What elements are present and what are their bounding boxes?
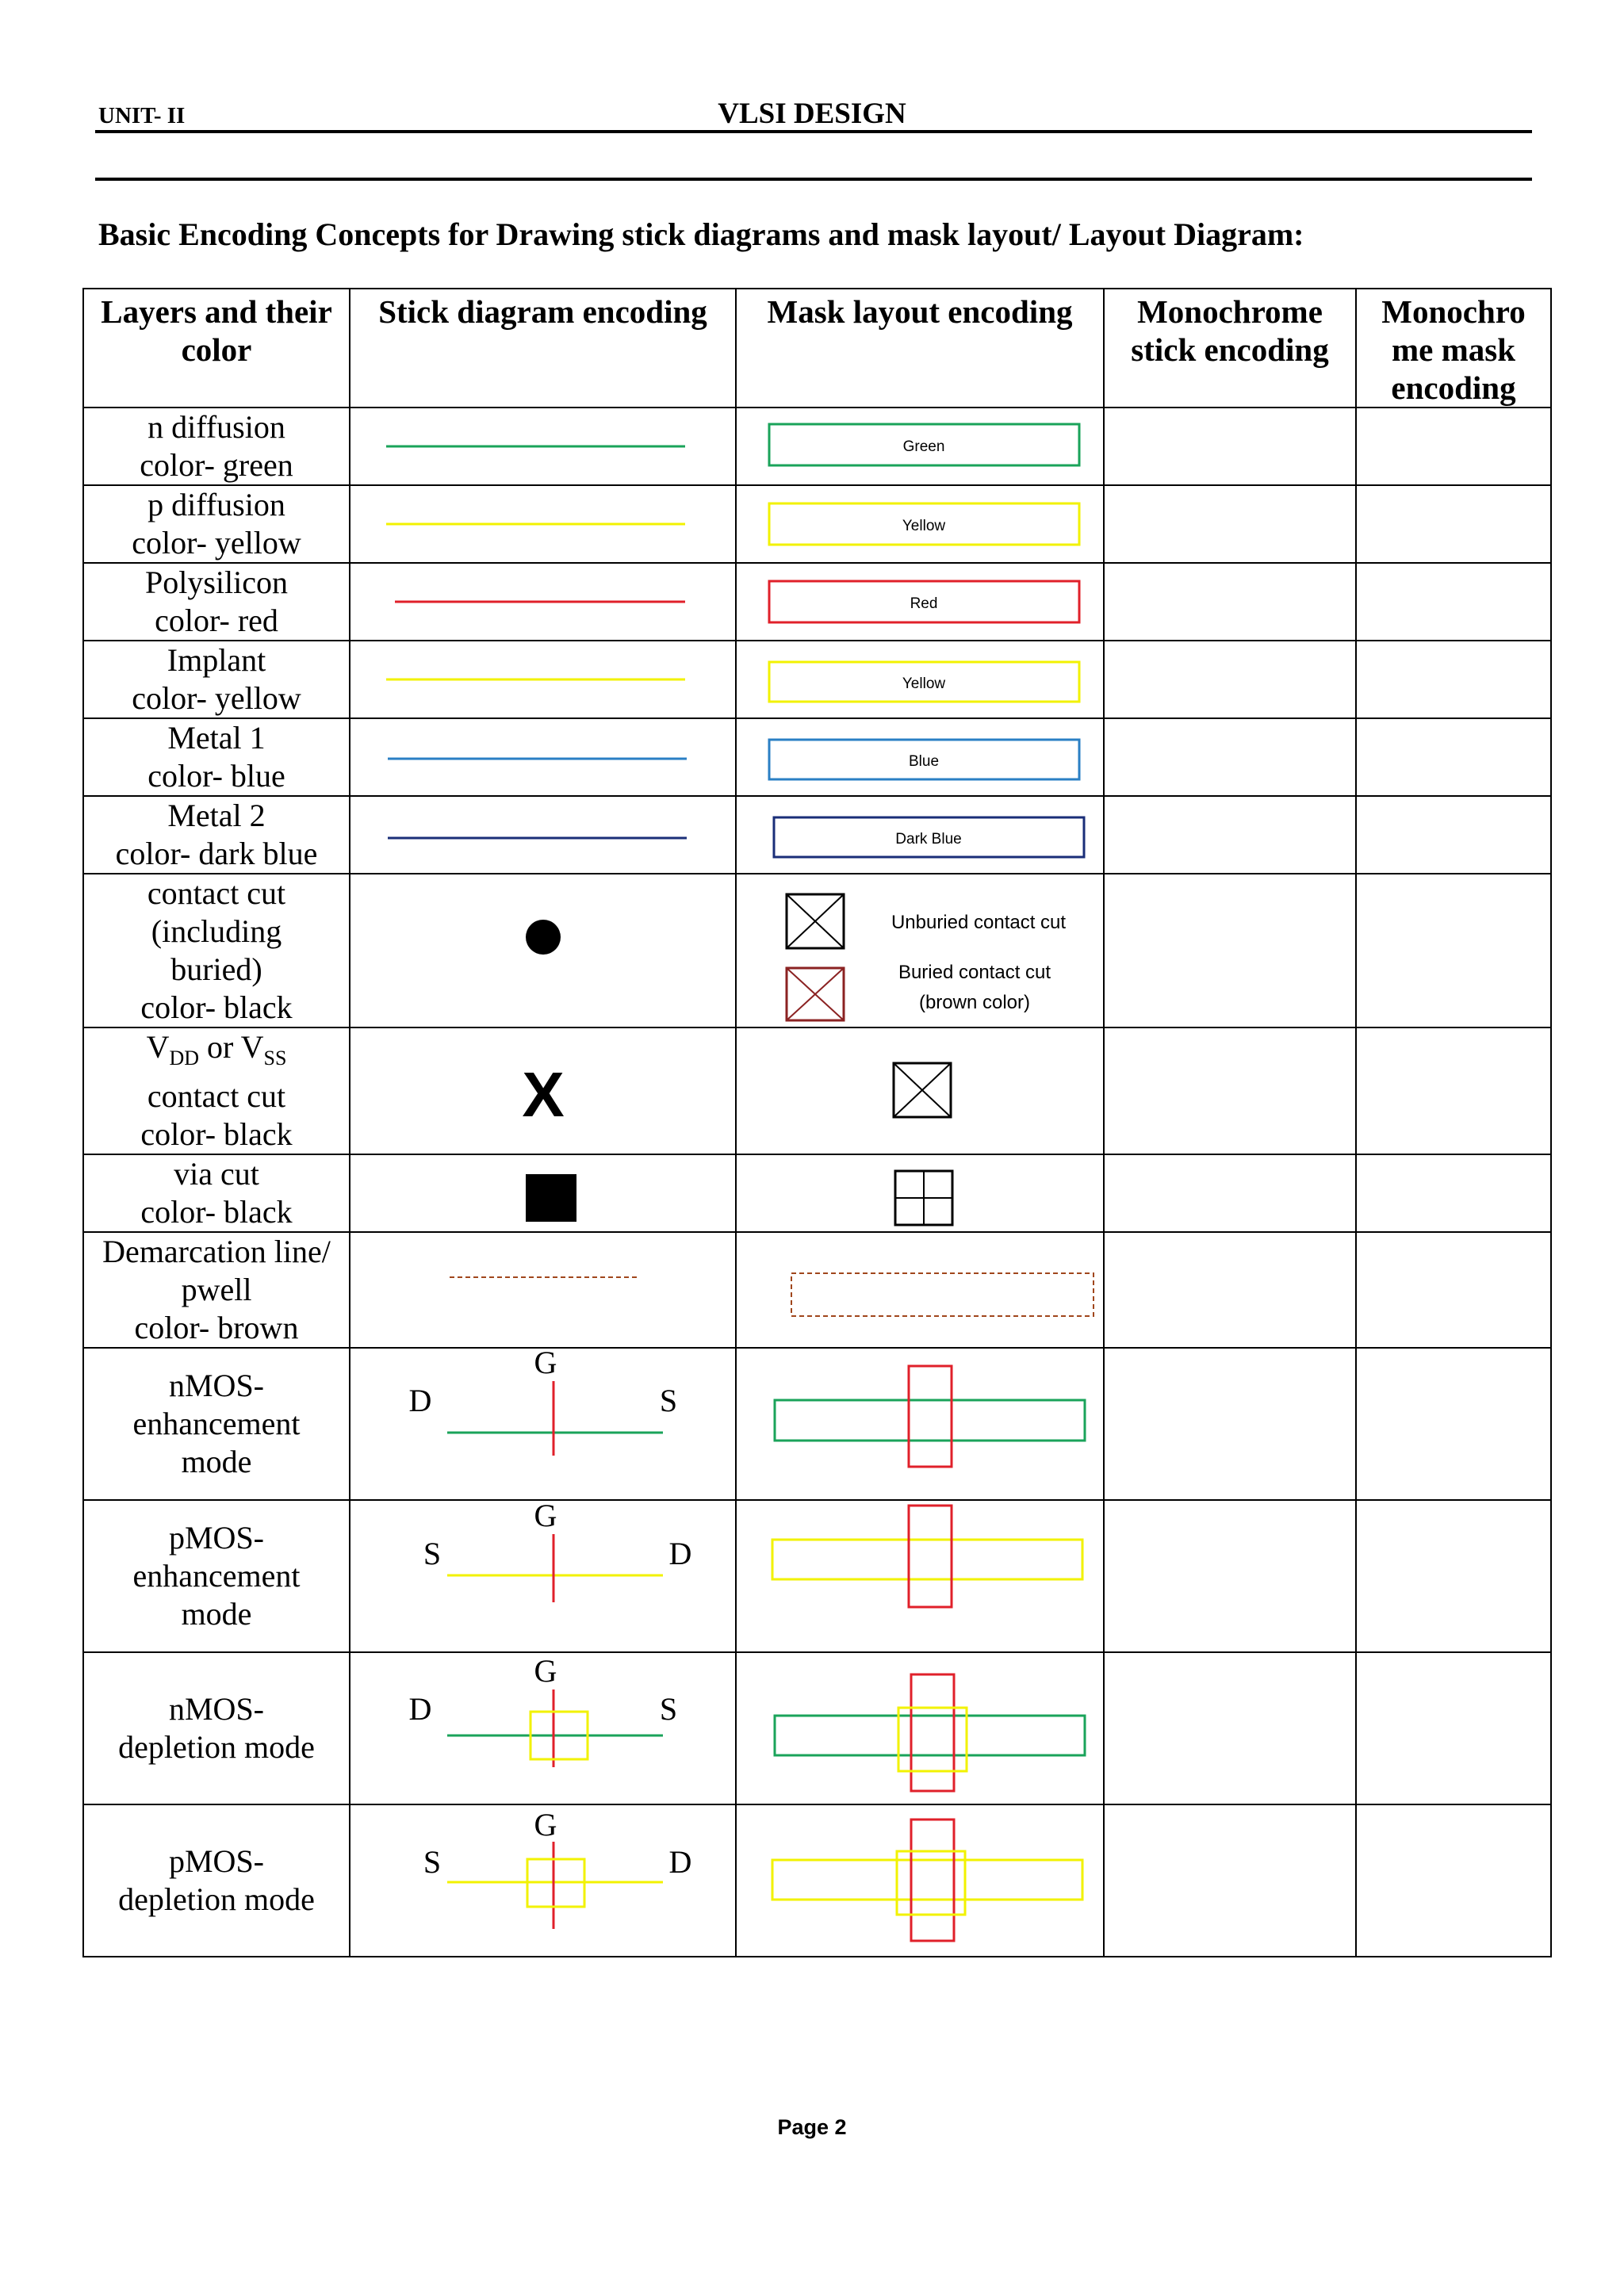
vdd-subscript: DD <box>169 1047 200 1070</box>
gate-label: G <box>534 1653 557 1689</box>
layer-color: color- black <box>140 989 293 1025</box>
mono-mask-cell <box>1356 1804 1551 1957</box>
mask-cell <box>736 485 1104 563</box>
layer-name: Demarcation line/ <box>102 1234 331 1269</box>
drain-label: D <box>668 1844 692 1880</box>
layer-name-cont: mode <box>181 1444 252 1479</box>
mask-cell <box>736 1232 1104 1348</box>
red-mask-box <box>737 573 1105 630</box>
section-heading: Basic Encoding Concepts for Drawing stick diagrams and mask layout/ Layout Diagram: <box>98 216 1304 252</box>
table-row <box>83 563 1551 641</box>
layer-name: n diffusion <box>147 409 285 445</box>
table-row <box>83 485 1551 563</box>
source-label: S <box>659 1691 678 1727</box>
red-stick-line <box>350 586 737 618</box>
mask-cell <box>736 1348 1104 1500</box>
layer-cell <box>83 874 350 1027</box>
layer-color: color- green <box>140 447 293 483</box>
x-glyph: X <box>522 1059 565 1130</box>
gate-label: G <box>534 1807 557 1843</box>
layer-cell <box>83 563 350 641</box>
mask-cell <box>736 796 1104 874</box>
layer-name: via cut <box>174 1156 259 1192</box>
layer-color: color- dark blue <box>115 836 318 871</box>
brown-dashed-mask-box <box>737 1242 1105 1337</box>
mono-stick-cell <box>1104 796 1356 874</box>
mask-cell <box>736 641 1104 718</box>
layer-color: color- yellow <box>132 525 301 561</box>
mono-stick-cell <box>1104 1027 1356 1154</box>
layer-name-cont: enhancement <box>132 1406 301 1441</box>
stick-cell <box>350 1154 736 1232</box>
mono-mask-cell <box>1356 1154 1551 1232</box>
contact-cut-mask <box>737 879 1105 1022</box>
mono-mask-cell <box>1356 1652 1551 1804</box>
source-label: S <box>659 1383 678 1418</box>
layer-color: color- yellow <box>132 680 301 716</box>
source-label: S <box>423 1844 442 1880</box>
layer-name-cont: enhancement <box>132 1558 301 1594</box>
drain-label: D <box>408 1691 432 1727</box>
layer-cell <box>83 408 350 485</box>
layer-cell <box>83 1652 350 1804</box>
mono-stick-cell <box>1104 563 1356 641</box>
stick-cell <box>350 796 736 874</box>
mono-mask-cell <box>1356 485 1551 563</box>
pmos-enh-mask <box>737 1501 1105 1651</box>
layer-name: pMOS- <box>168 1520 265 1556</box>
brown-dashed-stick-line <box>350 1242 737 1337</box>
unit-label: UNIT- II <box>98 103 186 128</box>
mask-label: Yellow <box>902 518 946 534</box>
layer-color: color- red <box>155 603 278 638</box>
unburied-contact-box <box>787 894 844 948</box>
layer-name-cont: (including <box>151 913 282 949</box>
table-header-row <box>83 289 1551 408</box>
table-row <box>83 1804 1551 1957</box>
stick-cell <box>350 408 736 485</box>
layer-name: nMOS- <box>168 1691 265 1727</box>
mono-stick-cell <box>1104 641 1356 718</box>
layer-cell <box>83 1154 350 1232</box>
layer-name-cont: contact cut <box>147 1078 286 1114</box>
source-label: S <box>423 1536 442 1571</box>
gate-label: G <box>534 1349 557 1380</box>
layer-cell <box>83 1804 350 1957</box>
layer-cell <box>83 718 350 796</box>
layer-color: color- black <box>140 1116 293 1152</box>
document-title: VLSI DESIGN <box>718 98 906 130</box>
mask-label: Yellow <box>902 675 946 692</box>
mono-stick-cell <box>1104 485 1356 563</box>
dark-blue-mask-box <box>737 806 1105 863</box>
mask-cell <box>736 874 1104 1027</box>
col-header-mask: Mask layout encoding <box>736 289 1104 408</box>
table-row <box>83 641 1551 718</box>
layer-name-cont: mode <box>181 1596 252 1632</box>
mono-stick-cell <box>1104 408 1356 485</box>
table-row <box>83 796 1551 874</box>
mono-mask-cell <box>1356 1348 1551 1500</box>
header-rule-top <box>95 130 1532 133</box>
layer-name-cont: buried) <box>170 951 262 987</box>
via-square-symbol <box>350 1158 737 1229</box>
layer-name-cont: depletion mode <box>118 1729 315 1765</box>
pmos-dep-mask <box>737 1805 1105 1956</box>
blue-mask-box <box>737 729 1105 786</box>
layer-name <box>146 1029 287 1070</box>
via-mask-box <box>737 1158 1105 1229</box>
table-row <box>83 1232 1551 1348</box>
mask-label: Dark Blue <box>895 831 962 848</box>
stick-cell <box>350 641 736 718</box>
col-header-layers: Layers and their color <box>83 289 350 408</box>
layer-cell <box>83 1027 350 1154</box>
mono-stick-cell <box>1104 1154 1356 1232</box>
col-header-stick: Stick diagram encoding <box>350 289 736 408</box>
mono-stick-cell <box>1104 1804 1356 1957</box>
mono-mask-cell <box>1356 1232 1551 1348</box>
drain-label: D <box>668 1536 692 1571</box>
layer-name: nMOS- <box>168 1368 265 1403</box>
yellow-mask-box <box>737 496 1105 553</box>
mono-stick-cell <box>1104 718 1356 796</box>
vdd-vss-x-symbol <box>350 1043 737 1138</box>
buried-label: Buried contact cut <box>898 962 1051 983</box>
header-rule-bottom <box>95 178 1532 181</box>
table-row <box>83 718 1551 796</box>
stick-cell <box>350 485 736 563</box>
layer-name: pMOS- <box>168 1843 265 1879</box>
layer-name: Implant <box>167 642 266 678</box>
mono-mask-cell <box>1356 563 1551 641</box>
nmos-enh-mask <box>737 1349 1105 1499</box>
mono-mask-cell <box>1356 796 1551 874</box>
mono-stick-cell <box>1104 1500 1356 1652</box>
mono-mask-cell <box>1356 874 1551 1027</box>
layer-cell <box>83 1500 350 1652</box>
layer-name-cont: pwell <box>181 1272 252 1307</box>
stick-cell <box>350 1652 736 1804</box>
mask-cell <box>736 718 1104 796</box>
mask-cell <box>736 1652 1104 1804</box>
layer-cell <box>83 796 350 874</box>
layer-name: Polysilicon <box>144 564 289 600</box>
yellow-mask-box <box>737 651 1105 708</box>
col-header-mono-mask: Monochro me mask encoding <box>1356 289 1551 408</box>
stick-cell <box>350 563 736 641</box>
dark-blue-stick-line <box>350 819 737 851</box>
layer-cell <box>83 641 350 718</box>
table-row <box>83 1154 1551 1232</box>
stick-cell <box>350 1500 736 1652</box>
mono-mask-cell <box>1356 641 1551 718</box>
table-row <box>83 1652 1551 1804</box>
layer-name: contact cut <box>147 875 286 911</box>
vdd-vss-mask-box <box>737 1043 1105 1138</box>
stick-cell <box>350 874 736 1027</box>
mask-cell <box>736 563 1104 641</box>
mono-stick-cell <box>1104 1232 1356 1348</box>
mono-mask-cell <box>1356 1027 1551 1154</box>
mask-cell <box>736 1804 1104 1957</box>
layer-name: p diffusion <box>147 487 285 522</box>
table-row <box>83 1027 1551 1154</box>
mask-label: Blue <box>908 753 940 770</box>
layer-name: Metal 2 <box>167 798 266 833</box>
layer-cell <box>83 1348 350 1500</box>
stick-cell <box>350 1804 736 1957</box>
buried-contact-box <box>787 968 844 1020</box>
table-row <box>83 1500 1551 1652</box>
layer-color: color- blue <box>147 758 285 794</box>
layer-cell <box>83 1232 350 1348</box>
layer-name-cont: depletion mode <box>118 1881 315 1917</box>
vss-subscript: SS <box>263 1047 287 1070</box>
v-letter: V <box>146 1029 170 1065</box>
green-mask-box <box>737 418 1105 475</box>
table-row <box>83 874 1551 1027</box>
mono-mask-cell <box>1356 408 1551 485</box>
drain-label: D <box>408 1383 432 1418</box>
layer-cell <box>83 485 350 563</box>
green-stick-line <box>350 430 737 462</box>
nmos-enh-stick <box>350 1349 737 1499</box>
pmos-enh-stick <box>350 1501 737 1651</box>
or-v-text: or V <box>199 1029 264 1065</box>
mask-cell <box>736 1027 1104 1154</box>
yellow-stick-line <box>350 664 737 695</box>
layer-name: Metal 1 <box>167 720 266 756</box>
contact-dot-symbol <box>350 879 737 1022</box>
table-row <box>83 1348 1551 1500</box>
nmos-dep-mask <box>737 1653 1105 1804</box>
mono-mask-cell <box>1356 1500 1551 1652</box>
mono-mask-cell <box>1356 718 1551 796</box>
pmos-dep-stick <box>350 1805 737 1956</box>
unburied-label: Unburied contact cut <box>891 912 1067 933</box>
stick-cell <box>350 1027 736 1154</box>
mask-cell <box>736 1500 1104 1652</box>
mono-stick-cell <box>1104 1348 1356 1500</box>
nmos-dep-stick <box>350 1653 737 1804</box>
mask-cell <box>736 408 1104 485</box>
mask-label: Green <box>902 438 945 455</box>
mask-cell <box>736 1154 1104 1232</box>
mask-label: Red <box>910 595 938 612</box>
buried-note: (brown color) <box>918 992 1031 1013</box>
blue-stick-line <box>350 741 737 773</box>
mono-stick-cell <box>1104 1652 1356 1804</box>
layer-color: color- black <box>140 1194 293 1230</box>
col-header-mono-stick: Monochrome stick encoding <box>1104 289 1356 408</box>
gate-label: G <box>534 1501 557 1533</box>
page-number: Page 2 <box>777 2115 847 2139</box>
stick-cell <box>350 1348 736 1500</box>
mono-stick-cell <box>1104 874 1356 1027</box>
stick-cell <box>350 1232 736 1348</box>
table-row <box>83 408 1551 485</box>
stick-cell <box>350 718 736 796</box>
layer-color: color- brown <box>134 1310 299 1345</box>
yellow-stick-line <box>350 508 737 540</box>
encoding-table <box>82 288 1552 1957</box>
